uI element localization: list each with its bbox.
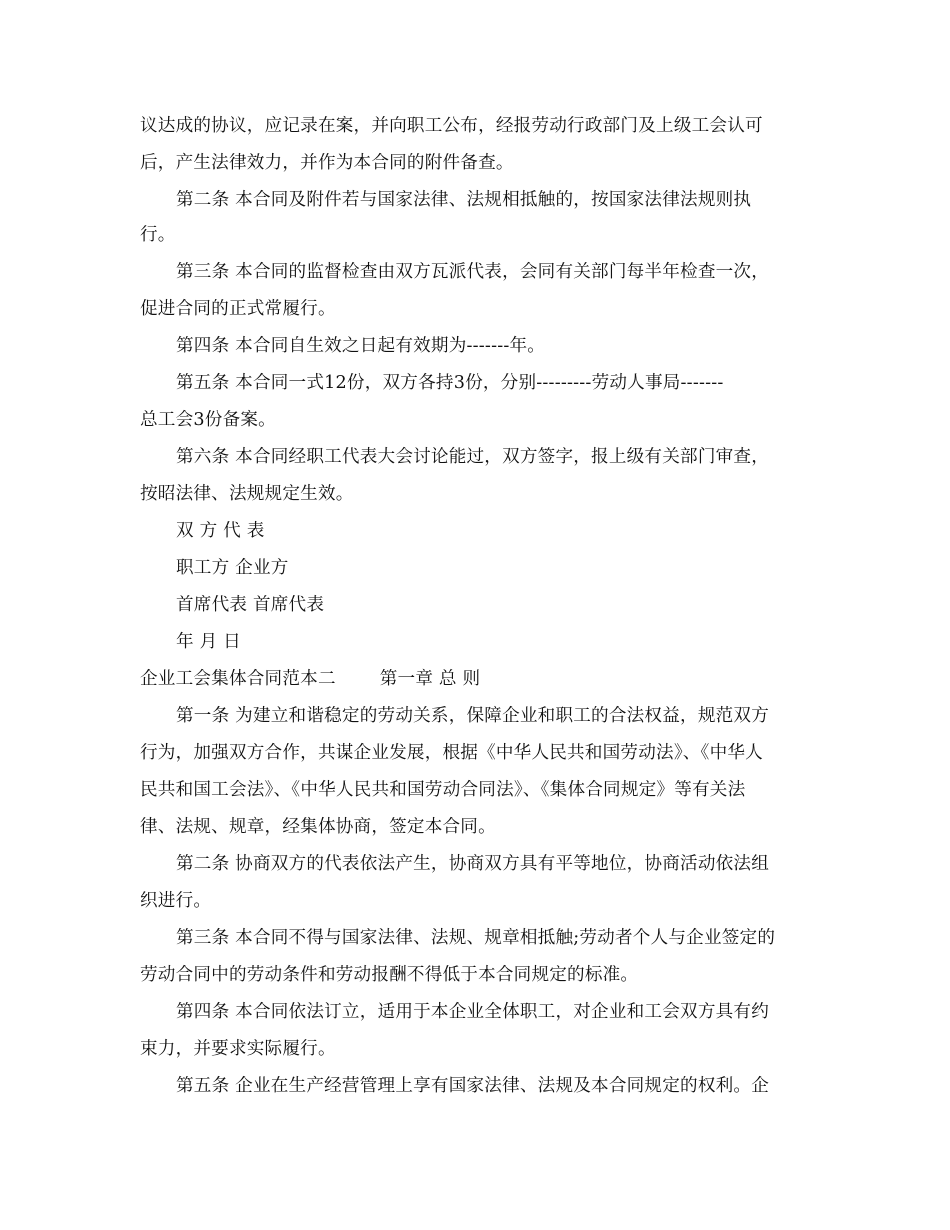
chapter1-article-2-line: 第二条 协商双方的代表依法产生，协商双方具有平等地位，协商活动依法组 <box>176 854 769 874</box>
article-6-line: 按昭法律、法规规定生效。 <box>140 484 354 504</box>
chapter1-article-1-line: 民共和国工会法》、《中华人民共和国劳动合同法》、《集体合同规定》等有关法 <box>140 780 746 800</box>
article-2-line: 第二条 本合同及附件若与国家法律、法规相抵触的，按国家法律法规则执 <box>176 190 752 210</box>
article-3-line: 第三条 本合同的监督检查由双方瓦派代表，会同有关部门每半年检查一次， <box>176 262 769 282</box>
document-body <box>140 114 820 1098</box>
article-3-line: 促进合同的正式常履行。 <box>140 299 336 319</box>
chapter1-article-4-line: 第四条 本合同依法订立，适用于本企业全体职工，对企业和工会双方具有约 <box>176 1002 769 1022</box>
chapter-title: 第一章 总 则 <box>379 669 481 689</box>
article-5-line: 总工会3份备案。 <box>140 410 276 430</box>
paragraph-line: 后，产生法律效力，并作为本合同的附件备查。 <box>140 153 514 173</box>
chapter1-article-1-line: 第一条 为建立和谐稳定的劳动关系，保障企业和职工的合法权益，规范双方 <box>176 706 769 726</box>
chapter1-article-4-line: 束力，并要求实际履行。 <box>140 1039 336 1059</box>
chapter1-article-5-line: 第五条 企业在生产经营管理上享有国家法律、法规及本合同规定的权利。企 <box>176 1076 769 1096</box>
article-6-line: 第六条 本合同经职工代表大会讨论能过，双方签字，报上级有关部门审查， <box>176 447 769 467</box>
chapter1-article-1-line: 律、法规、规章，经集体协商，签定本合同。 <box>140 817 496 837</box>
chapter1-article-3-line: 劳动合同中的劳动条件和劳动报酬不得低于本合同规定的标准。 <box>140 965 639 985</box>
section-heading <box>140 667 820 691</box>
signature-representatives: 双 方 代 表 <box>176 521 265 541</box>
document-title: 企业工会集体合同范本二 <box>140 669 336 689</box>
article-2-line: 行。 <box>140 225 176 245</box>
signature-parties: 职工方 企业方 <box>176 558 289 578</box>
signature-chief-reps: 首席代表 首席代表 <box>176 595 325 615</box>
chapter1-article-2-line: 织进行。 <box>140 891 212 911</box>
chapter1-article-1-line: 行为，加强双方合作，共谋企业发展，根据《中华人民共和国劳动法》、《中华人 <box>140 743 763 763</box>
paragraph-line: 议达成的协议，应记录在案，并向职工公布，经报劳动行政部门及上级工会认可 <box>140 116 763 136</box>
chapter1-article-3-line: 第三条 本合同不得与国家法律、法规、规章相抵触;劳动者个人与企业签定的 <box>176 928 776 948</box>
signature-date: 年 月 日 <box>176 632 241 652</box>
article-4-line: 第四条 本合同自生效之日起有效期为-------年。 <box>176 336 546 356</box>
article-5-line: 第五条 本合同一式12份，双方各持3份，分别---------劳动人事局------- <box>176 373 724 393</box>
